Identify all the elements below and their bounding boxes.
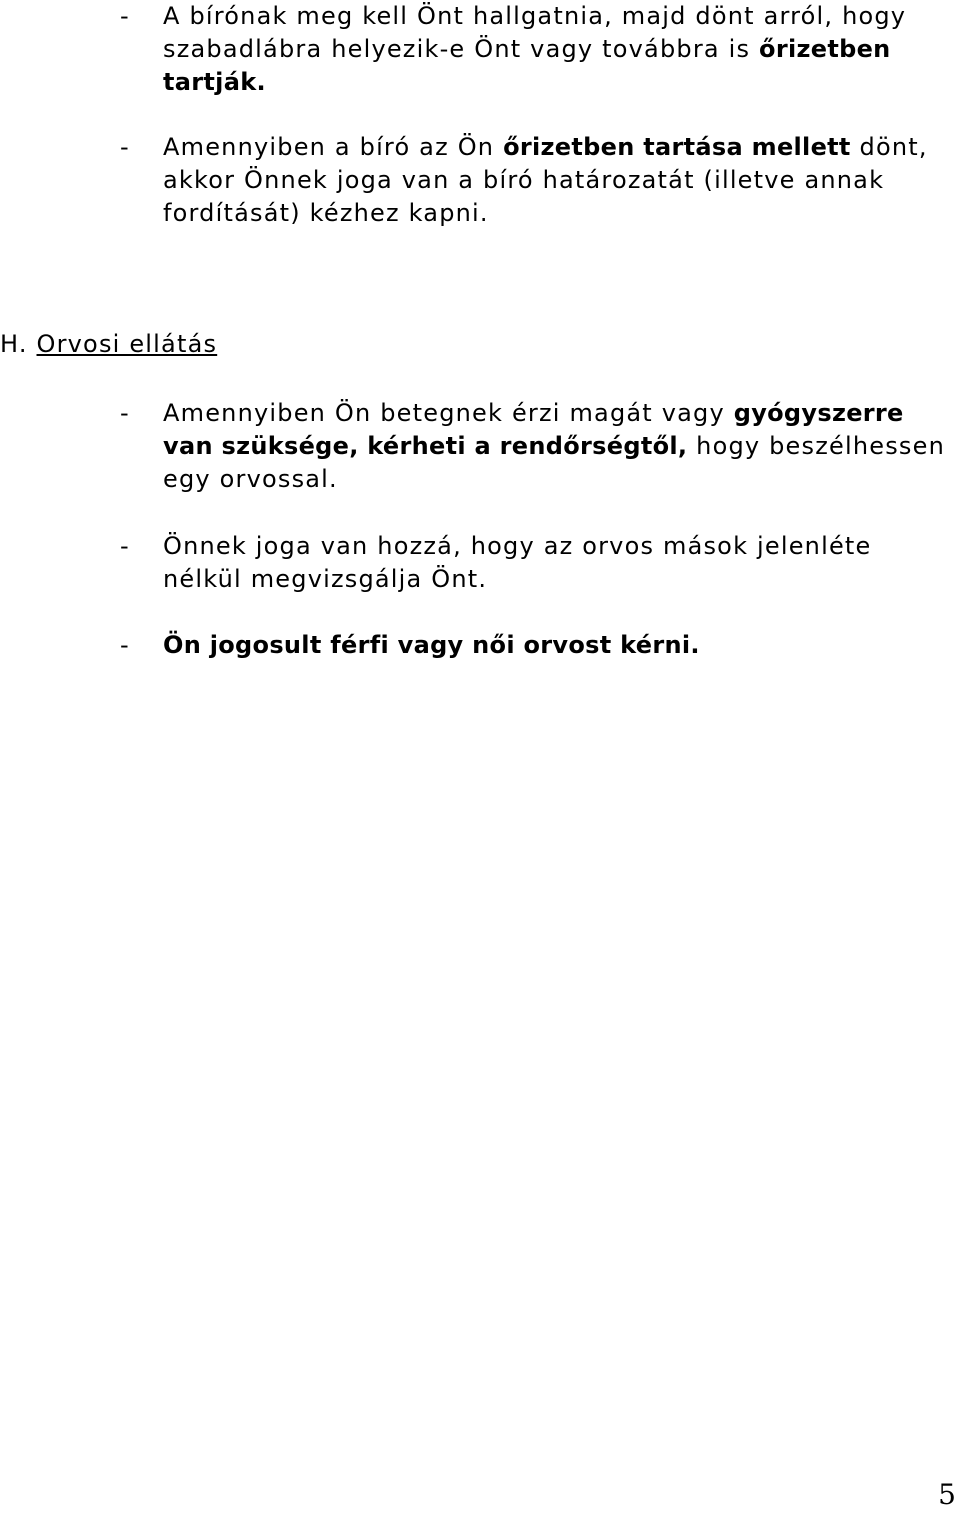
text-segment: Amennyiben Ön betegnek érzi magát vagy <box>163 399 734 427</box>
section-heading <box>0 328 217 361</box>
bullet-dash: - <box>120 532 129 560</box>
bullet-item <box>120 131 950 230</box>
bullet-text <box>163 629 950 662</box>
bullet-item <box>120 629 950 662</box>
bullet-dash: - <box>120 631 129 659</box>
text-segment: A bírónak meg kell Önt hallgatnia, majd dönt arról, hogy szabadlábra helyezik-e Önt vagy továbbra is <box>163 2 907 63</box>
text-segment-bold: őrizetben tartása mellett <box>503 133 851 161</box>
bullet-text <box>163 131 950 230</box>
bullet-item <box>120 0 950 99</box>
bullet-dash: - <box>120 133 129 161</box>
text-segment: Önnek joga van hozzá, hogy az orvos mások jelenléte nélkül megvizsgálja Önt. <box>163 532 872 593</box>
text-segment-bold: őrizetben tartják. <box>163 35 891 96</box>
bullet-text <box>163 530 950 596</box>
text-segment-bold: Ön jogosult férfi vagy női orvost kérni. <box>163 631 700 659</box>
bullet-text <box>163 0 950 99</box>
section-number: H. <box>0 330 28 358</box>
bullet-item <box>120 530 950 596</box>
text-segment: Amennyiben a bíró az Ön <box>163 133 504 161</box>
text-segment: hogy beszélhessen egy orvossal. <box>163 432 946 493</box>
text-segment: dönt, akkor Önnek joga van a bíró határozatát (illetve annak fordítását) kézhez kapni. <box>163 133 928 227</box>
bullet-item <box>120 397 950 496</box>
bullet-text <box>163 397 950 496</box>
bullet-dash: - <box>120 399 129 427</box>
text-segment-bold: gyógyszerre van szüksége, kérheti a rendőrségtől, <box>163 399 904 460</box>
section-title: Orvosi ellátás <box>36 330 218 358</box>
bullet-dash: - <box>120 2 129 30</box>
page-number: 5 <box>938 1478 956 1511</box>
